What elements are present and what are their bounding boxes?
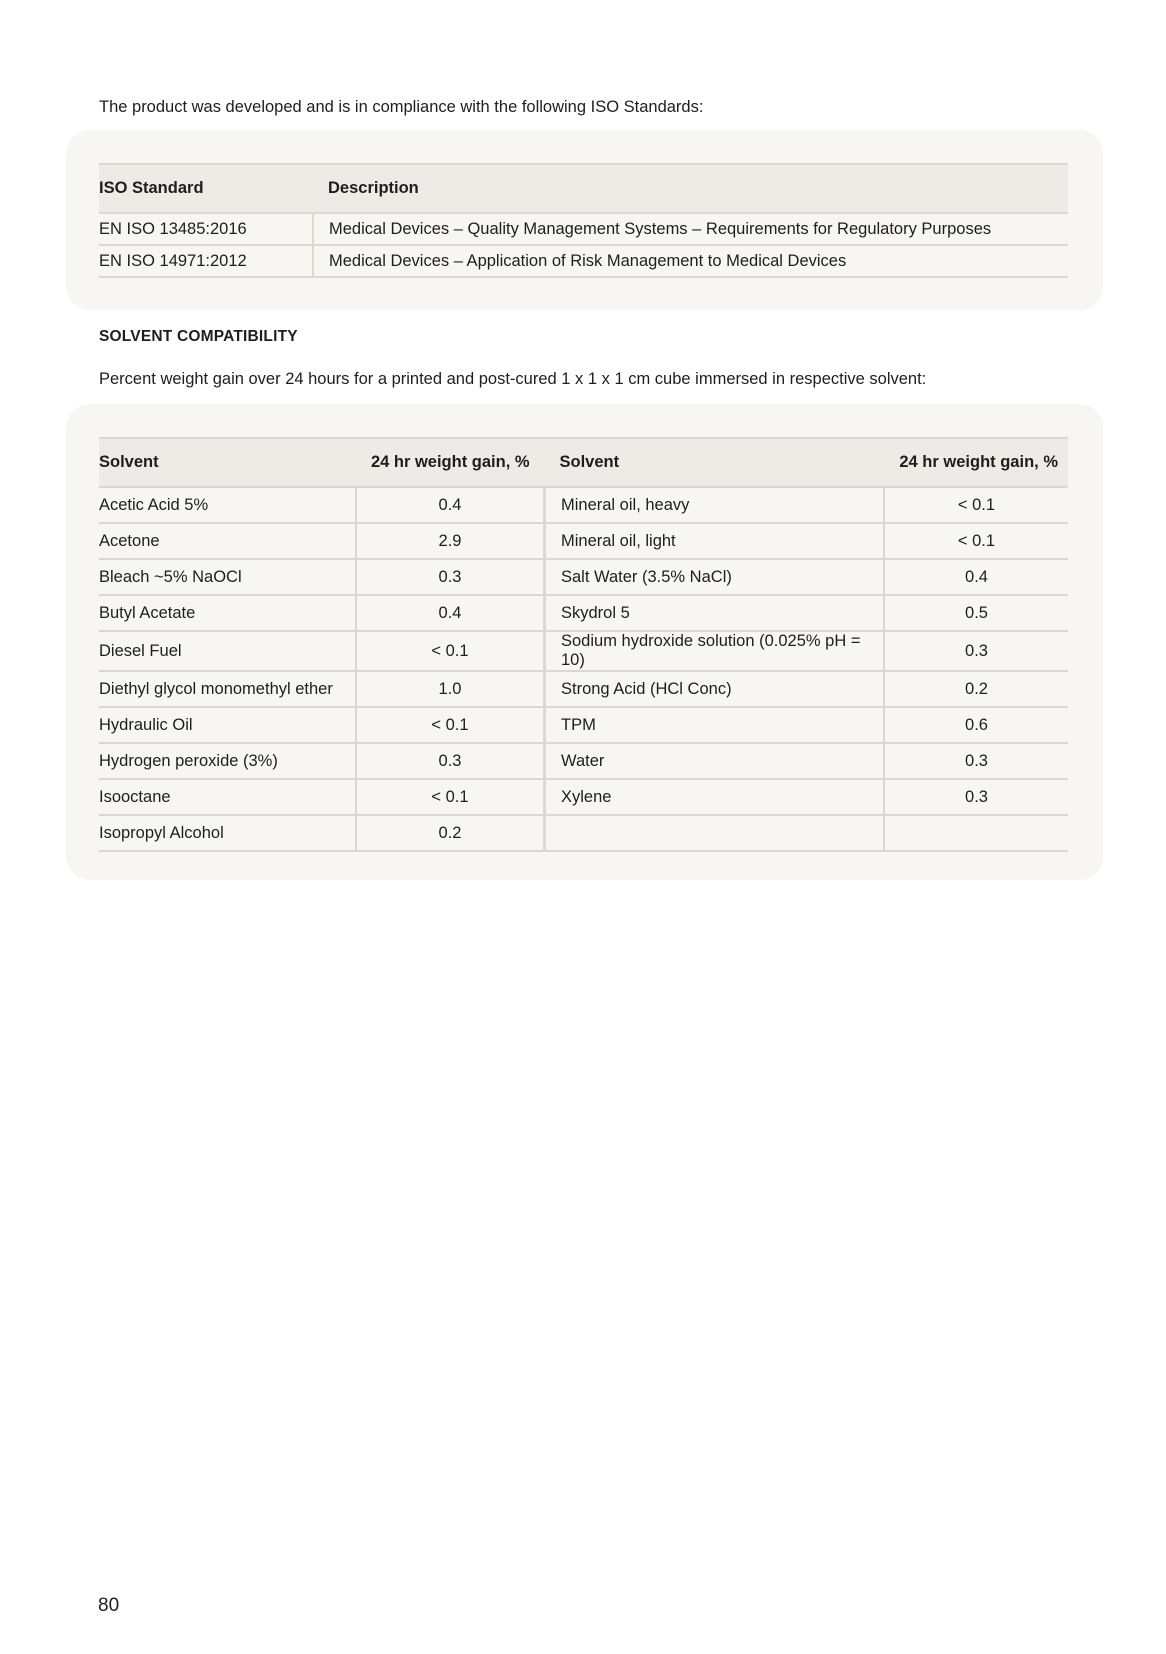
weight-gain-cell: < 0.1 — [356, 779, 545, 815]
weight-gain-cell: < 0.1 — [356, 631, 545, 671]
iso-standards-card — [66, 130, 1103, 310]
table-row — [99, 559, 1068, 595]
table-row — [99, 487, 1068, 523]
solvent-name-cell: Hydrogen peroxide (3%) — [99, 743, 356, 779]
column-header: 24 hr weight gain, % — [356, 438, 545, 487]
weight-gain-cell: < 0.1 — [884, 523, 1068, 559]
solvent-name-cell: Salt Water (3.5% NaCl) — [545, 559, 885, 595]
iso-description-cell: Medical Devices – Quality Management Systems – Requirements for Regulatory Purposes — [313, 213, 1068, 245]
weight-gain-cell: 0.4 — [884, 559, 1068, 595]
weight-gain-cell: 0.5 — [884, 595, 1068, 631]
solvent-name-cell: Diesel Fuel — [99, 631, 356, 671]
weight-gain-cell: 0.3 — [884, 631, 1068, 671]
table-row — [99, 595, 1068, 631]
solvent-name-cell: Acetic Acid 5% — [99, 487, 356, 523]
column-header: Description — [313, 164, 1068, 213]
column-header: 24 hr weight gain, % — [884, 438, 1068, 487]
table-row — [99, 707, 1068, 743]
solvent-name-cell: Xylene — [545, 779, 885, 815]
table-row — [99, 523, 1068, 559]
solvent-name-cell: Sodium hydroxide solution (0.025% pH = 10) — [545, 631, 885, 671]
weight-gain-cell: 0.3 — [884, 779, 1068, 815]
weight-gain-cell: 0.4 — [356, 595, 545, 631]
column-header: Solvent — [545, 438, 885, 487]
column-header: ISO Standard — [99, 164, 313, 213]
weight-gain-cell: 0.3 — [884, 743, 1068, 779]
table-row — [99, 779, 1068, 815]
solvent-name-cell: Hydraulic Oil — [99, 707, 356, 743]
iso-standard-cell: EN ISO 13485:2016 — [99, 213, 313, 245]
solvent-name-cell: Water — [545, 743, 885, 779]
iso-standards-table — [99, 163, 1068, 278]
solvent-name-cell — [545, 815, 885, 851]
page-number: 80 — [98, 1595, 120, 1616]
iso-standard-cell: EN ISO 14971:2012 — [99, 245, 313, 277]
solvent-name-cell: Isooctane — [99, 779, 356, 815]
weight-gain-cell: 1.0 — [356, 671, 545, 707]
weight-gain-cell: 0.3 — [356, 559, 545, 595]
table-row — [99, 743, 1068, 779]
table-row — [99, 671, 1068, 707]
solvent-name-cell: TPM — [545, 707, 885, 743]
section-description: Percent weight gain over 24 hours for a printed and post-cured 1 x 1 x 1 cm cube immersed in respective solvent: — [99, 370, 927, 388]
weight-gain-cell: 0.2 — [884, 671, 1068, 707]
weight-gain-cell — [884, 815, 1068, 851]
solvent-table-body — [99, 487, 1068, 851]
weight-gain-cell: 0.2 — [356, 815, 545, 851]
section-title: SOLVENT COMPATIBILITY — [99, 328, 298, 345]
weight-gain-cell: < 0.1 — [884, 487, 1068, 523]
weight-gain-cell: 0.4 — [356, 487, 545, 523]
solvent-name-cell: Butyl Acetate — [99, 595, 356, 631]
table-row — [99, 245, 1068, 277]
table-header-row — [99, 164, 1068, 213]
solvent-name-cell: Strong Acid (HCl Conc) — [545, 671, 885, 707]
intro-text: The product was developed and is in compliance with the following ISO Standards: — [99, 98, 704, 116]
column-header: Solvent — [99, 438, 356, 487]
solvent-name-cell: Isopropyl Alcohol — [99, 815, 356, 851]
weight-gain-cell: 0.3 — [356, 743, 545, 779]
table-row — [99, 213, 1068, 245]
weight-gain-cell: 2.9 — [356, 523, 545, 559]
solvent-name-cell: Diethyl glycol monomethyl ether — [99, 671, 356, 707]
weight-gain-cell: < 0.1 — [356, 707, 545, 743]
table-header-row — [99, 438, 1068, 487]
solvent-compatibility-table — [99, 437, 1068, 852]
solvent-name-cell: Skydrol 5 — [545, 595, 885, 631]
solvent-compatibility-card — [66, 404, 1103, 880]
solvent-name-cell: Bleach ~5% NaOCl — [99, 559, 356, 595]
solvent-name-cell: Acetone — [99, 523, 356, 559]
solvent-name-cell: Mineral oil, light — [545, 523, 885, 559]
solvent-name-cell: Mineral oil, heavy — [545, 487, 885, 523]
weight-gain-cell: 0.6 — [884, 707, 1068, 743]
table-row — [99, 631, 1068, 671]
iso-description-cell: Medical Devices – Application of Risk Management to Medical Devices — [313, 245, 1068, 277]
table-row — [99, 815, 1068, 851]
